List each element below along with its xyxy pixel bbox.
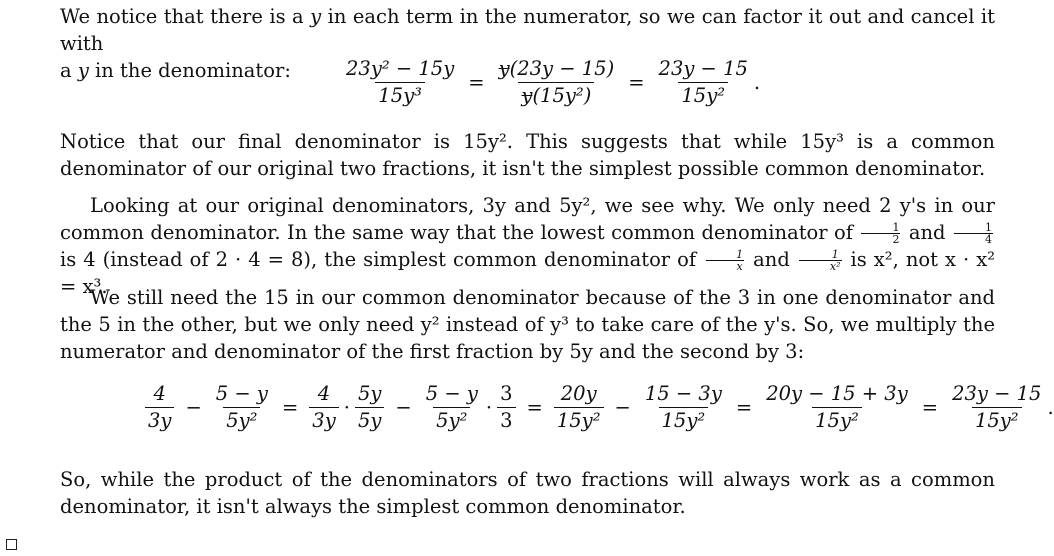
intro-text-c: a (60, 59, 78, 82)
p3-end: is x², not x · x² = x³. (60, 248, 996, 298)
denominator-factor: (15y²) (532, 84, 592, 107)
equals-sign: = (468, 71, 485, 94)
sfrac-num: 1 (892, 221, 900, 234)
fraction-numerator: 23y − 15 (658, 57, 748, 80)
minus-sign: − (614, 396, 631, 419)
sfrac-num: 1 (831, 248, 839, 261)
fraction-denominator: 3 (497, 407, 515, 433)
fraction-term (423, 382, 481, 433)
fraction-denominator: 5y (355, 407, 384, 433)
intro-text-d: in the denominator: (88, 59, 291, 82)
fraction-one-over-x-squared (799, 249, 842, 272)
fraction-denominator: 5y² (433, 407, 470, 433)
paragraph-final-denominator: Notice that our final denominator is 15y². This suggests that while 15y³ is a common denominator of our original two fractions, it isn't the simplest possible common denominator. (60, 130, 995, 180)
fraction-denominator: 15y² (812, 407, 862, 433)
fraction-factored (496, 57, 618, 108)
sfrac-den: x (706, 260, 744, 272)
equals-sign: = (526, 396, 543, 419)
minus-sign: − (185, 396, 202, 419)
equals-sign: = (281, 396, 299, 419)
equation-factor-cancel (340, 57, 760, 108)
fraction-denominator: 15y² (678, 82, 728, 108)
fraction-term (763, 382, 911, 433)
var-y: y (77, 59, 89, 82)
fraction-term (497, 382, 515, 433)
fraction-denominator: 15y³ (375, 82, 425, 108)
paragraph-conclusion: So, while the product of the denominators of two fractions will always work as a common denominator, it isn't always the simplest common denominator. (60, 468, 995, 518)
fraction-original (343, 57, 457, 108)
p3-tail: is 4 (instead of 2 · 4 = 8), the simplest common denominator of (60, 248, 697, 271)
sfrac-num: 1 (736, 248, 744, 261)
intro-text-a: We notice that there is a (60, 5, 311, 28)
minus-sign: − (395, 396, 412, 419)
fraction-denominator: 15y² (554, 407, 604, 433)
dot-operator: · (485, 396, 493, 419)
fraction-term (213, 382, 271, 433)
sfrac-num: 1 (984, 221, 992, 234)
fraction-term (949, 382, 1044, 433)
fraction-numerator: 23y² − 15y (346, 57, 455, 80)
fraction-numerator: 15 − 3y (644, 382, 722, 405)
fraction-numerator: 5 − y (425, 382, 478, 405)
fraction-numerator: 23y − 15 (952, 382, 1042, 405)
sfrac-den: 4 (954, 233, 993, 245)
fraction-denominator: 15y² (972, 407, 1022, 433)
fraction-denominator: 5y² (223, 407, 260, 433)
intro-text-b: in each term in the numerator, so we can factor it out and cancel it with (60, 5, 995, 55)
fraction-term (145, 382, 174, 433)
fraction-numerator: 4 (317, 382, 331, 405)
fraction-denominator: 3y (145, 407, 174, 433)
fraction-one-half (861, 222, 900, 245)
equation-common-denominator (142, 382, 1054, 433)
equals-sign: = (628, 71, 645, 94)
paragraph-multiply: We still need the 15 in our common denominator because of the 3 in one denominator and the 5 in the other, but we only need y² instead of y³ to take care of the y's. So, we multiply the numerator and denominator of the first fraction by 5y and the second by 3: (60, 286, 995, 363)
p3-and: and (753, 248, 790, 271)
numerator-factor: (23y − 15) (509, 57, 615, 80)
sfrac-den: x² (799, 260, 842, 272)
fraction-numerator: 3 (500, 382, 513, 405)
sfrac-den: 2 (861, 233, 900, 245)
fraction-numerator: 5y (357, 382, 382, 405)
period: . (753, 71, 761, 94)
fraction-term (642, 382, 725, 433)
fraction-term (554, 382, 604, 433)
fraction-denominator: 3y (309, 407, 338, 433)
equals-sign: = (735, 396, 753, 419)
qed-square-icon (6, 539, 17, 550)
fraction-denominator: 15y² (659, 407, 709, 433)
period: . (1047, 396, 1054, 419)
fraction-numerator: 20y (560, 382, 597, 405)
cancelled-y: y (498, 57, 510, 80)
fraction-one-over-x (705, 249, 744, 272)
fraction-term (355, 382, 384, 433)
p3-and: and (908, 221, 946, 244)
fraction-term (309, 382, 338, 433)
p3-text: Looking at our original denominators, 3y and 5y², we see why. We only need 2 y's in our common denominator. In the same way that the lowest common denominator of (60, 194, 995, 244)
fraction-one-quarter (954, 222, 993, 245)
fraction-simplified (656, 57, 751, 108)
dot-operator: · (343, 396, 350, 419)
fraction-numerator: 20y − 15 + 3y (766, 382, 908, 405)
equals-sign: = (921, 396, 939, 419)
var-y: y (310, 5, 322, 28)
fraction-denominator (518, 82, 594, 108)
cancelled-y: y (521, 84, 533, 107)
fraction-numerator: 4 (153, 382, 166, 405)
fraction-numerator: 5 − y (215, 382, 268, 405)
fraction-numerator (496, 57, 618, 82)
